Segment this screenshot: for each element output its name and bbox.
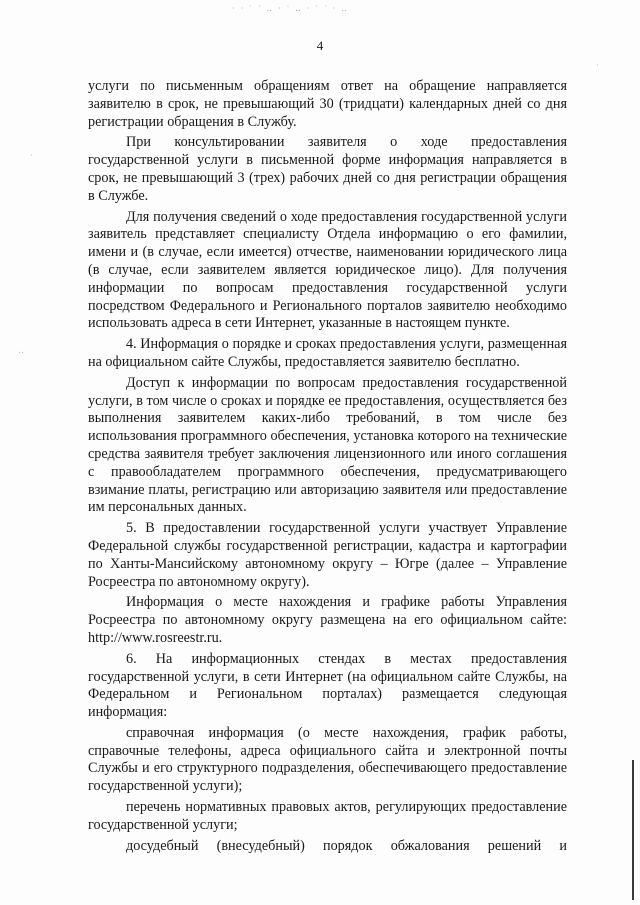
paragraph: 5. В предоставлении государственной услуги участвует Управление Федеральной службы государственной регистрации, кадастра и картографии по Ханты-Мансийскому автономному округу – Югре (далее – Управление Росреестра по автономному округу). [88,520,567,590]
scan-artifact: · [596,60,599,70]
paragraph: Информация о месте нахождения и графике работы Управления Росреестра по автономному округу размещена на его официальном сайте: http://www.rosreestr.ru. [88,594,567,646]
scan-artifact: · [30,150,33,160]
paragraph: перечень нормативных правовых актов, регулирующих предоставление государственной услуги; [88,799,567,833]
scan-artifact: ‥ [18,345,25,355]
paragraph: 4. Информация о порядке и сроках предоставления услуги, размещенная на официальном сайте Службы, предоставляется заявителю бесплатно. [88,336,567,370]
scan-artifact: · · ˙ ˙ ‥ · ˙ ‥ · ˙ ˙ · ‥ [232,4,349,13]
paragraph: Доступ к информации по вопросам предоставления государственной услуги, в том числе о сроках и порядке ее предоставления, осуществляется без выполнения заявителем каких-либо требований, в том числе без использования программного обеспечения, установка которого на технические средства заявителя требует заключения лицензионного или иного соглашения с правообладателем программного обеспечения, предусматривающего взимание платы, регистрацию или авторизацию заявителя или предоставление им персональных данных. [88,374,567,516]
page-number: 4 [316,38,324,53]
scan-edge-shadow [632,760,634,900]
paragraph: услуги по письменным обращениям ответ на обращение направляется заявителю в срок, не превышающий 30 (тридцати) календарных дней со дня регистрации обращения в Службу. [88,78,567,130]
document-body [88,78,567,858]
paragraph: справочная информация (о месте нахождения, график работы, справочные телефоны, адреса официального сайта и электронной почты Службы и его структурного подразделения, обеспечивающего предоставление государственной услуги); [88,724,567,795]
paragraph: досудебный (внесудебный) порядок обжалования решений и [126,837,567,854]
paragraph: 6. На информационных стендах в местах предоставления государственной услуги, в сети Интернет (на официальном сайте Службы, на Федеральном и Региональном порталах) размещается следующая информация: [88,650,567,721]
paragraph: Для получения сведений о ходе предоставления государственной услуги заявитель представляет специалисту Отдела информацию о его фамилии, имени и (в случае, если имеется) отчестве, наименовании юридического лица (в случае, если заявителем является юридическое лицо). Для получения информации по вопросам предоставления государственной услуги посредством Федерального и Регионального порталов заявителю необходимо использовать адреса в сети Интернет, указанные в настоящем пункте. [88,208,567,332]
paragraph: При консультировании заявителя о ходе предоставления государственной услуги в письменной форме информация направляется в срок, не превышающий 3 (трех) рабочих дней со дня регистрации обращения в Службе. [88,134,567,204]
